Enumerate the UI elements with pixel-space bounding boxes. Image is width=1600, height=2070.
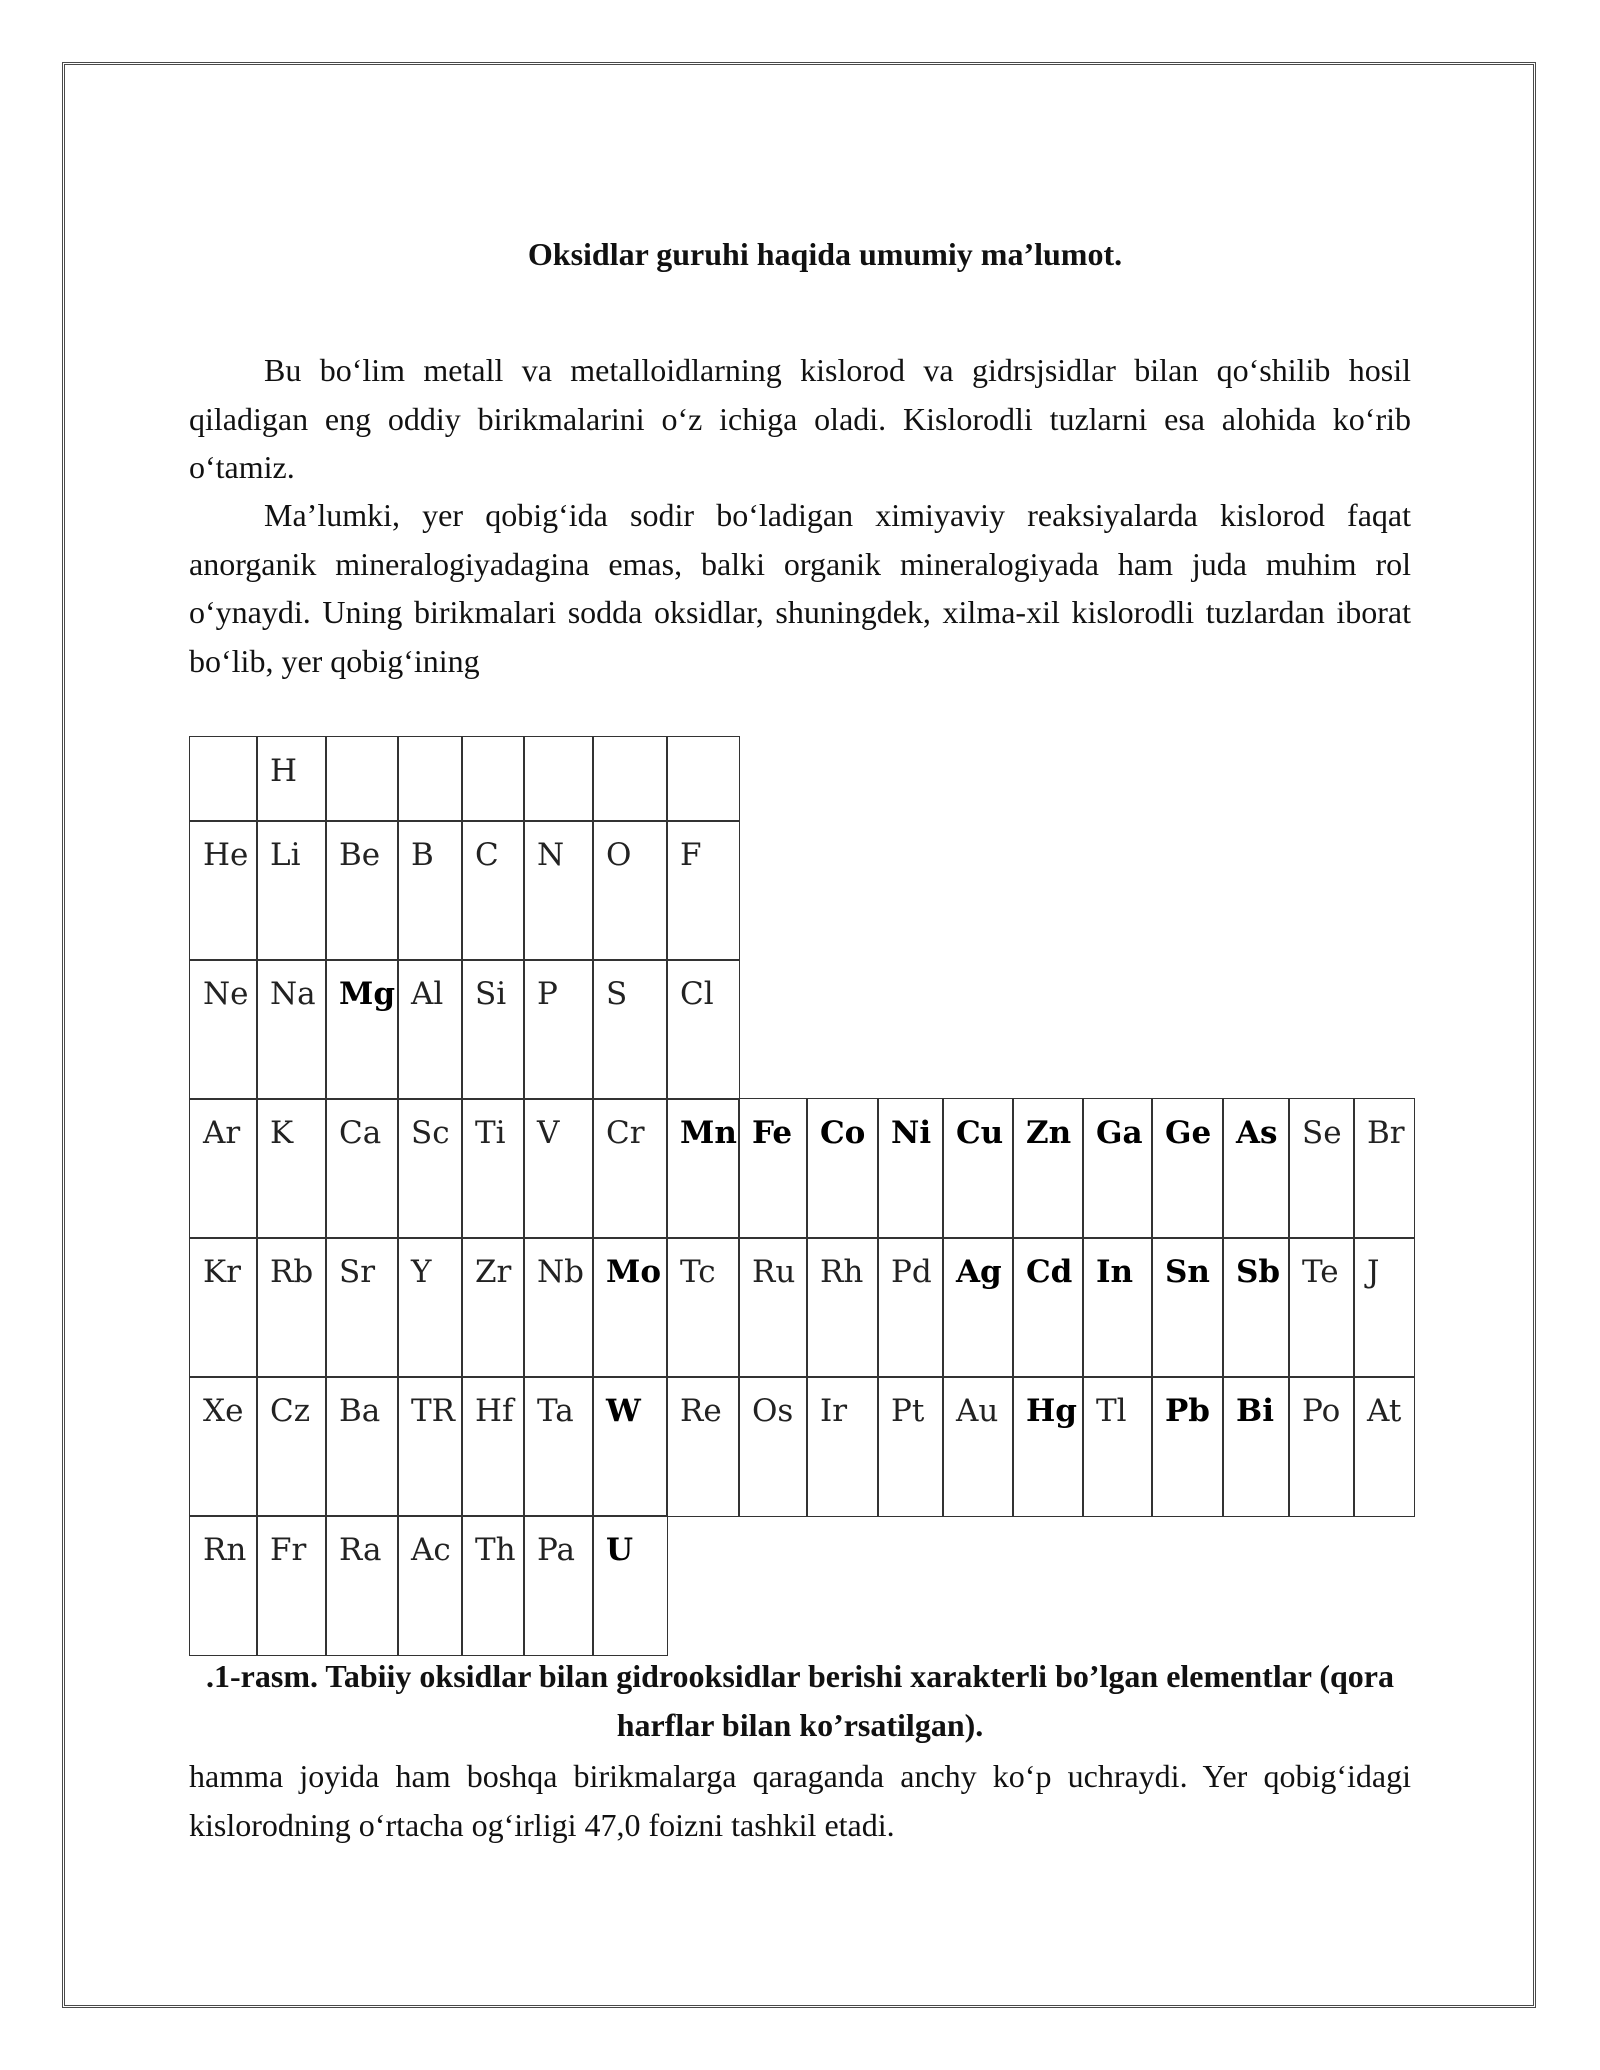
element-cell: Re: [666, 1376, 740, 1517]
element-cell: C: [461, 820, 525, 961]
element-cell: Ga: [1082, 1098, 1153, 1239]
element-cell: Po: [1288, 1376, 1355, 1517]
paragraph-oxygen-role: Ma’lumki, yer qobig‘ida sodir bo‘ladigan ximiyaviy reaksiyalarda kislorod faqat anorganik mineralogiyadagina emas, balki organik mineralogiyada ham juda muhim rol o‘ynaydi. Uning birikmalari sodda oksidlar, shuningdek, xilma-xil kislorodli tuzlardan iborat bo‘lib, yer qobig‘ining: [189, 497, 1411, 679]
element-cell: Te: [1288, 1237, 1355, 1378]
element-cell: [523, 736, 594, 822]
element-cell: Be: [325, 820, 399, 961]
element-cell: Li: [256, 820, 327, 961]
element-cell: [592, 736, 668, 822]
element-cell: Cu: [942, 1098, 1014, 1239]
element-cell: Nb: [523, 1237, 594, 1378]
element-cell: Hf: [461, 1376, 525, 1517]
element-cell: Mg: [325, 959, 399, 1100]
element-cell: Pb: [1151, 1376, 1224, 1517]
element-cell: Ag: [942, 1237, 1014, 1378]
element-cell: [461, 736, 525, 822]
element-cell: Tc: [666, 1237, 740, 1378]
element-cell: Cz: [256, 1376, 327, 1517]
element-cell: Bi: [1222, 1376, 1290, 1517]
element-cell: Cl: [666, 959, 740, 1100]
element-cell: U: [592, 1515, 668, 1656]
element-cell: S: [592, 959, 668, 1100]
element-cell: Xe: [189, 1376, 258, 1517]
element-cell: Ir: [806, 1376, 879, 1517]
element-cell: Ti: [461, 1098, 525, 1239]
element-cell: K: [256, 1098, 327, 1239]
element-cell: Ne: [189, 959, 258, 1100]
element-cell: [189, 736, 258, 822]
element-cell: Si: [461, 959, 525, 1100]
element-cell: Sc: [397, 1098, 463, 1239]
element-cell: H: [256, 736, 327, 822]
figure-caption: .1-rasm. Tabiiy oksidlar bilan gidrooksidlar berishi xarakterli bo’lgan elementlar (qora harflar bilan ko’rsatilgan).: [206, 1658, 1394, 1743]
element-cell: Sr: [325, 1237, 399, 1378]
element-cell: In: [1082, 1237, 1153, 1378]
element-cell: Os: [738, 1376, 808, 1517]
element-cell: Y: [397, 1237, 463, 1378]
element-cell: Ar: [189, 1098, 258, 1239]
element-cell: W: [592, 1376, 668, 1517]
element-cell: Ge: [1151, 1098, 1224, 1239]
element-cell: Kr: [189, 1237, 258, 1378]
element-cell: TR: [397, 1376, 463, 1517]
element-cell: Au: [942, 1376, 1014, 1517]
element-cell: Co: [806, 1098, 879, 1239]
element-cell: Pa: [523, 1515, 594, 1656]
element-cell: Se: [1288, 1098, 1355, 1239]
element-cell: Zr: [461, 1237, 525, 1378]
element-cell: J: [1353, 1237, 1415, 1378]
element-cell: Ra: [325, 1515, 399, 1656]
element-cell: Cd: [1012, 1237, 1084, 1378]
element-cell: At: [1353, 1376, 1415, 1517]
element-cell: Ru: [738, 1237, 808, 1378]
element-cell: Fe: [738, 1098, 808, 1239]
paragraph-intro: Bu bo‘lim metall va metalloidlarning kislorod va gidrsjsidlar bilan qo‘shilib hosil qiladigan eng oddiy birikmalarini o‘z ichiga oladi. Kislorodli tuzlarni esa alohida ko‘rib o‘tamiz.: [189, 352, 1411, 485]
element-cell: Cr: [592, 1098, 668, 1239]
element-cell: Br: [1353, 1098, 1415, 1239]
element-cell: He: [189, 820, 258, 961]
element-cell: Hg: [1012, 1376, 1084, 1517]
element-cell: Ni: [877, 1098, 944, 1239]
element-cell: Sn: [1151, 1237, 1224, 1378]
element-cell: Rn: [189, 1515, 258, 1656]
paragraph-continuation: hamma joyida ham boshqa birikmalarga qaraganda anchy ko‘p uchraydi. Yer qobig‘idagi kislorodning o‘rtacha og‘irligi 47,0 foizni tashkil etadi.: [189, 1758, 1411, 1843]
element-cell: N: [523, 820, 594, 961]
element-cell: As: [1222, 1098, 1290, 1239]
element-cell: Rb: [256, 1237, 327, 1378]
element-cell: Mn: [666, 1098, 740, 1239]
element-cell: Mo: [592, 1237, 668, 1378]
element-cell: V: [523, 1098, 594, 1239]
element-cell: Th: [461, 1515, 525, 1656]
element-cell: Pd: [877, 1237, 944, 1378]
element-cell: Rh: [806, 1237, 879, 1378]
element-cell: Al: [397, 959, 463, 1100]
element-cell: P: [523, 959, 594, 1100]
element-cell: F: [666, 820, 740, 961]
element-cell: Zn: [1012, 1098, 1084, 1239]
element-cell: Ba: [325, 1376, 399, 1517]
element-cell: B: [397, 820, 463, 961]
element-cell: Ta: [523, 1376, 594, 1517]
element-cell: Fr: [256, 1515, 327, 1656]
element-cell: Ca: [325, 1098, 399, 1239]
page-title: Oksidlar guruhi haqida umumiy ma’lumot.: [527, 236, 1123, 272]
element-cell: [666, 736, 740, 822]
element-cell: [325, 736, 399, 822]
element-cell: O: [592, 820, 668, 961]
element-cell: Na: [256, 959, 327, 1100]
element-cell: Sb: [1222, 1237, 1290, 1378]
element-cell: Ac: [397, 1515, 463, 1656]
element-cell: [397, 736, 463, 822]
element-cell: Tl: [1082, 1376, 1153, 1517]
element-cell: Pt: [877, 1376, 944, 1517]
